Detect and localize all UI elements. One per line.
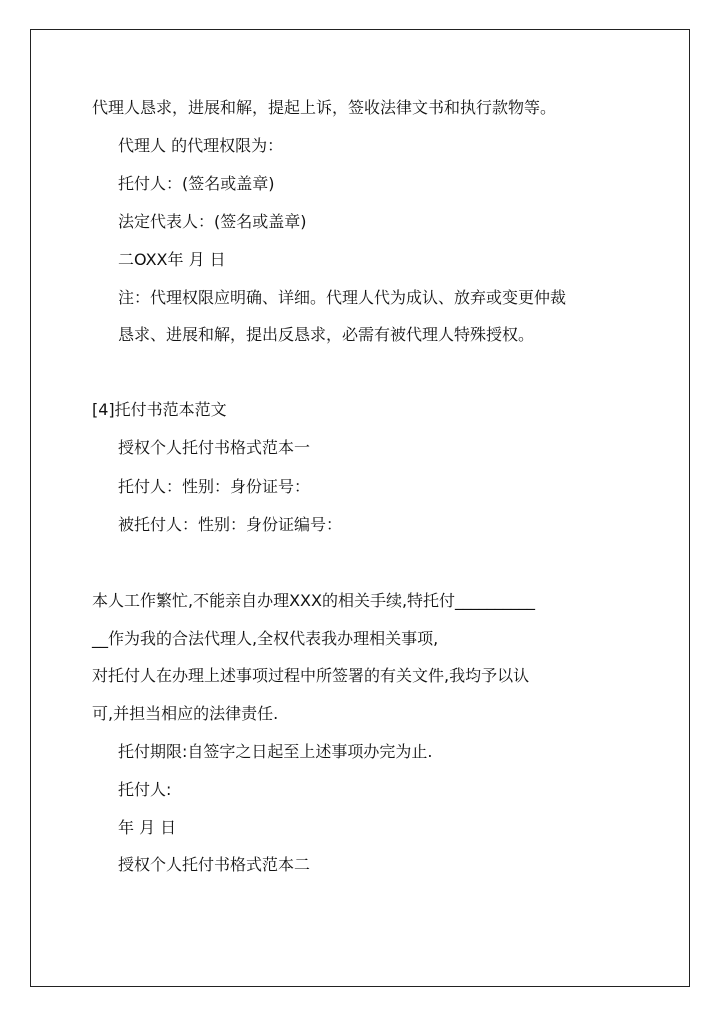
text-line-body-1: 本人工作繁忙,不能亲自办理XXX的相关手续,特托付__________ [92, 591, 536, 610]
text-line-agent-info: 被托付人：性别：身份证编号： [118, 515, 343, 534]
text-line-note-1: 注：代理权限应明确、详细。代理人代为成认、放弃或变更仲裁 [118, 288, 567, 307]
page-border [30, 29, 690, 987]
text-line-agent-authority: 代理人 的代理权限为： [118, 136, 284, 155]
template-title-2: 授权个人托付书格式范本二 [118, 855, 311, 874]
text-line-principal-signature: 托付人：(签名或盖章) [118, 174, 275, 193]
section-heading: [4]托付书范本范文 [92, 400, 227, 419]
text-line-term: 托付期限:自签字之日起至上述事项办完为止. [118, 742, 433, 761]
text-line-date-2: 年 月 日 [118, 818, 177, 837]
text-line-note-2: 恳求、进展和解，提出反恳求，必需有被代理人特殊授权。 [118, 325, 535, 344]
text-line-legal-representative: 法定代表人：(签名或盖章) [118, 212, 307, 231]
text-line-body-2: __作为我的合法代理人,全权代表我办理相关事项, [92, 629, 439, 648]
text-line-body-3: 对托付人在办理上述事项过程中所签署的有关文件,我均予以认 [92, 666, 530, 685]
text-line-body-4: 可,并担当相应的法律责任. [92, 704, 279, 723]
template-title-1: 授权个人托付书格式范本一 [118, 438, 311, 457]
text-line-principal-info: 托付人：性别：身份证号： [118, 477, 311, 496]
text-line-agent-request: 代理人恳求，进展和解，提起上诉，签收法律文书和执行款物等。 [92, 98, 557, 117]
text-line-principal: 托付人: [118, 780, 172, 799]
text-line-date: 二OXX年 月 日 [118, 250, 226, 269]
